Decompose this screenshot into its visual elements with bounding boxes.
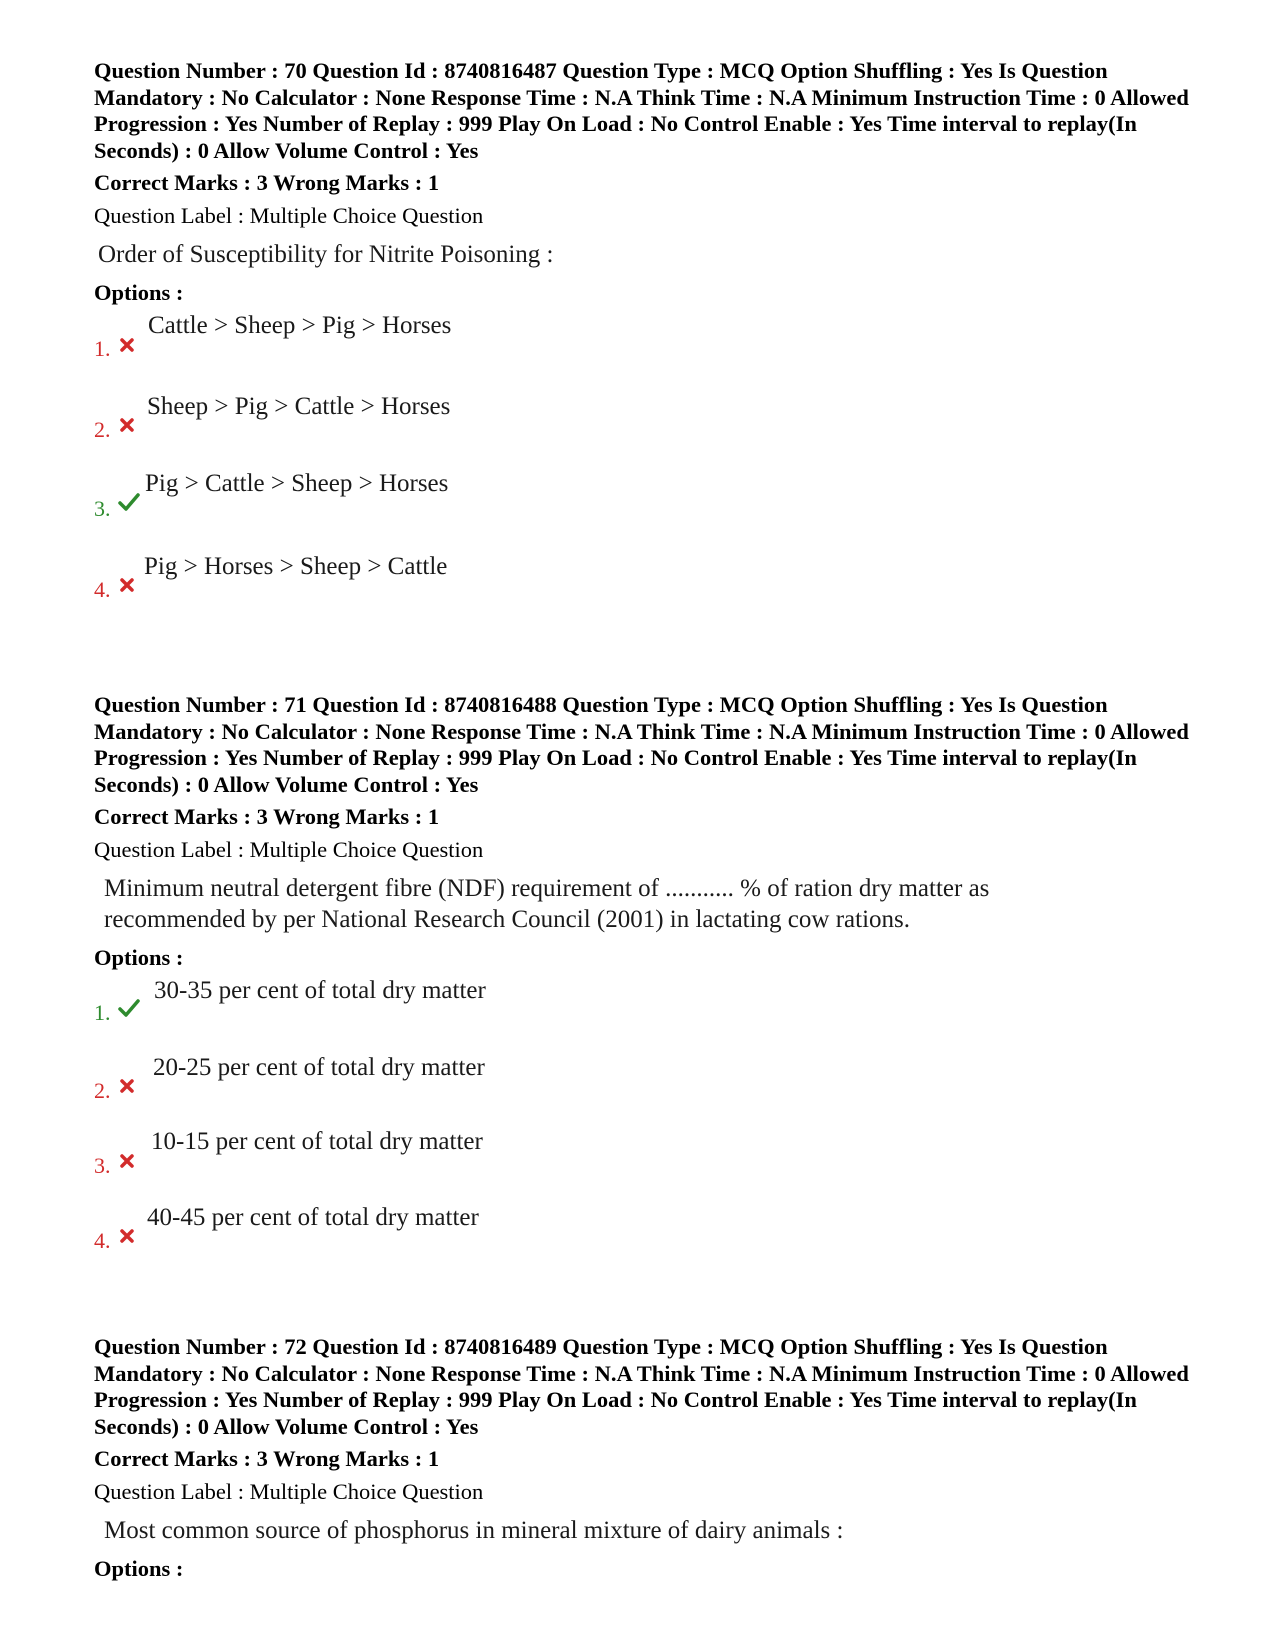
option-item xyxy=(94,306,1204,386)
question-label: Question Label : Multiple Choice Question xyxy=(94,1479,484,1504)
option-item xyxy=(94,1199,1204,1259)
question-marks: Correct Marks : 3 Wrong Marks : 1 xyxy=(94,1446,440,1471)
option-number: 4. xyxy=(94,577,111,602)
question-marks: Correct Marks : 3 Wrong Marks : 1 xyxy=(94,170,440,195)
option-number: 4. xyxy=(94,1228,111,1253)
question-header: Question Number : 72 Question Id : 8740816489 Question Type : MCQ Option Shuffling : Yes Is Question Mandatory : No Calculator : None Response Time : N.A Think Time : N.A Minimum Instruction Time : 0 Allowed Progression : Yes Number of Replay : 999 Play On Load : No Control Enable : Yes Time interval to replay(In Seconds) : 0 Allow Volume Control : Yes xyxy=(94,1334,1189,1439)
options-label: Options : xyxy=(94,945,184,970)
option-text: 30-35 per cent of total dry matter xyxy=(154,977,486,1004)
option-number: 3. xyxy=(94,1153,111,1178)
option-number: 3. xyxy=(94,496,111,521)
cross-icon xyxy=(118,576,136,594)
option-text: Pig > Cattle > Sheep > Horses xyxy=(145,470,449,497)
cross-icon xyxy=(118,1077,136,1095)
option-number: 2. xyxy=(94,417,111,442)
question-label: Question Label : Multiple Choice Question xyxy=(94,203,484,228)
option-text: Sheep > Pig > Cattle > Horses xyxy=(147,393,451,420)
check-icon xyxy=(118,492,140,512)
option-item xyxy=(94,464,1204,546)
question-block-72 xyxy=(94,1334,1204,1582)
question-marks: Correct Marks : 3 Wrong Marks : 1 xyxy=(94,804,440,829)
options-label: Options : xyxy=(94,1556,184,1581)
option-text: 10-15 per cent of total dry matter xyxy=(151,1128,483,1155)
question-text: Order of Susceptibility for Nitrite Poisoning : xyxy=(98,241,554,268)
question-text xyxy=(94,873,1204,935)
option-text: Pig > Horses > Sheep > Cattle xyxy=(144,553,448,580)
options-label: Options : xyxy=(94,280,184,305)
cross-icon xyxy=(118,416,136,434)
question-text: Most common source of phosphorus in mineral mixture of dairy animals : xyxy=(104,1517,844,1544)
question-label: Question Label : Multiple Choice Question xyxy=(94,837,484,862)
option-item xyxy=(94,546,1204,606)
option-text: 20-25 per cent of total dry matter xyxy=(153,1054,485,1081)
cross-icon xyxy=(118,1227,136,1245)
question-text-line: recommended by per National Research Council (2001) in lactating cow rations. xyxy=(104,906,910,933)
cross-icon xyxy=(118,1152,136,1170)
question-header: Question Number : 71 Question Id : 8740816488 Question Type : MCQ Option Shuffling : Yes Is Question Mandatory : No Calculator : None Response Time : N.A Think Time : N.A Minimum Instruction Time : 0 Allowed Progression : Yes Number of Replay : 999 Play On Load : No Control Enable : Yes Time interval to replay(In Seconds) : 0 Allow Volume Control : Yes xyxy=(94,692,1189,797)
cross-icon xyxy=(118,336,136,354)
question-block-70 xyxy=(94,58,1204,606)
option-number: 2. xyxy=(94,1078,111,1103)
option-item xyxy=(94,386,1204,464)
option-text: 40-45 per cent of total dry matter xyxy=(147,1204,479,1231)
question-header: Question Number : 70 Question Id : 8740816487 Question Type : MCQ Option Shuffling : Yes Is Question Mandatory : No Calculator : None Response Time : N.A Think Time : N.A Minimum Instruction Time : 0 Allowed Progression : Yes Number of Replay : 999 Play On Load : No Control Enable : Yes Time interval to replay(In Seconds) : 0 Allow Volume Control : Yes xyxy=(94,58,1189,163)
option-item xyxy=(94,1124,1204,1199)
option-item xyxy=(94,971,1204,1049)
check-icon xyxy=(118,998,140,1018)
option-item xyxy=(94,1049,1204,1124)
option-number: 1. xyxy=(94,336,111,361)
option-text: Cattle > Sheep > Pig > Horses xyxy=(148,312,452,339)
question-text-line: Minimum neutral detergent fibre (NDF) requirement of ........... % of ration dry matter as xyxy=(104,875,990,902)
option-number: 1. xyxy=(94,1000,111,1025)
question-block-71 xyxy=(94,692,1204,1259)
